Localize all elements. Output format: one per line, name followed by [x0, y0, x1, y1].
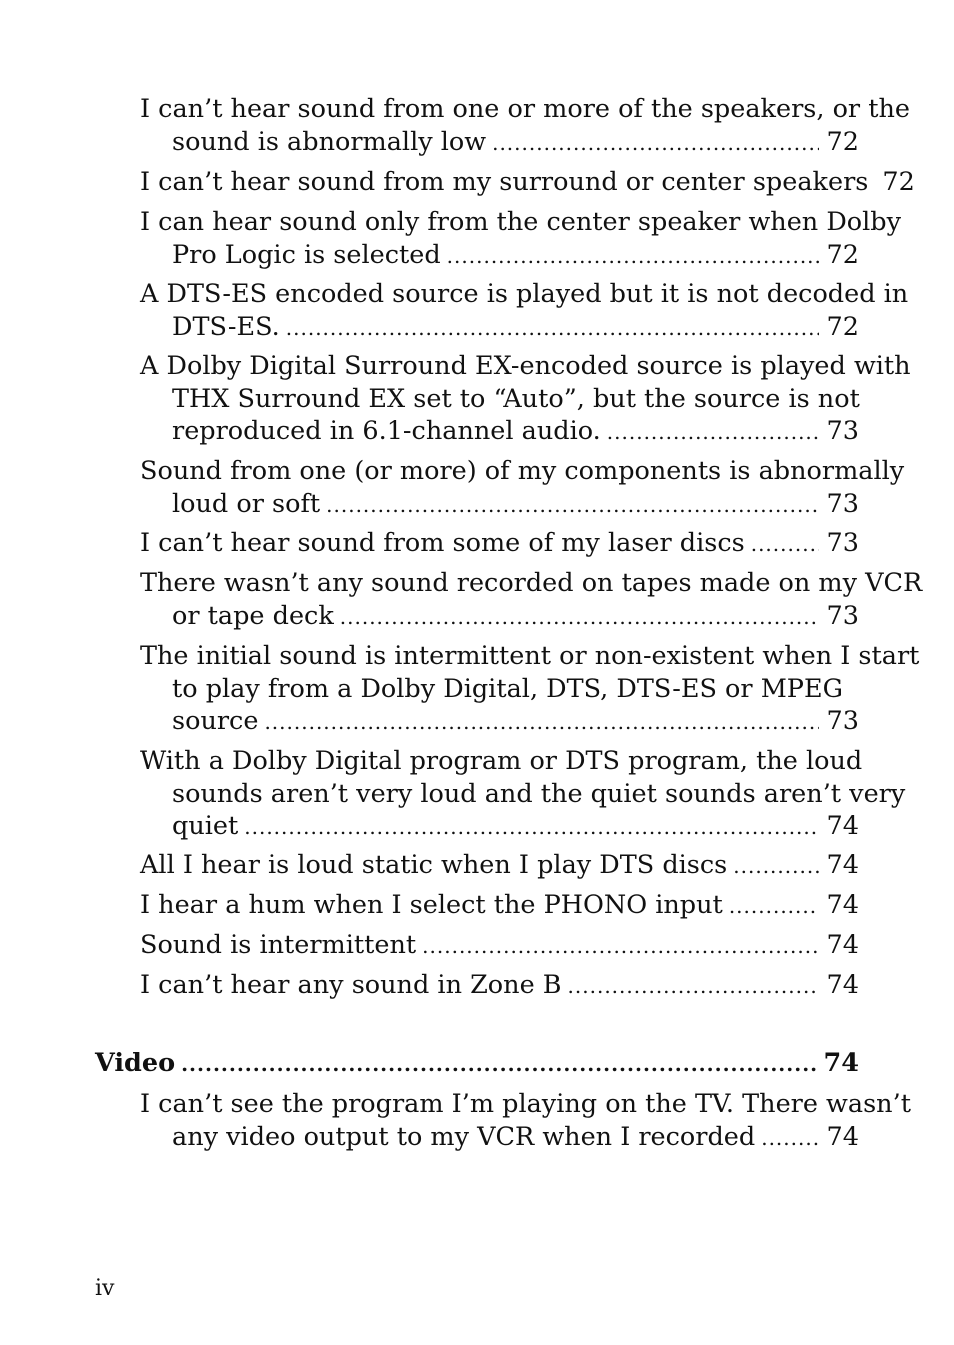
toc-page-number: 72 — [826, 311, 859, 342]
toc-entry[interactable] — [140, 350, 911, 449]
toc-entry-text: There wasn’t any sound recorded on tapes made on my VCR — [140, 568, 923, 598]
toc-page-number: 74 — [823, 1048, 859, 1078]
toc-entry-text: or tape deck — [172, 600, 334, 631]
toc-page-number: 74 — [826, 970, 859, 1000]
toc-entry-text: I can’t hear sound from my surround or center speakers — [140, 167, 869, 197]
toc-entry-text: Sound is intermittent — [140, 930, 417, 960]
toc-entry-text: All I hear is loud static when I play DTS discs — [140, 850, 728, 880]
toc-entry-text: The initial sound is intermittent or non-existent when I start — [140, 641, 920, 671]
toc-entry-text: I can’t hear any sound in Zone B — [140, 970, 562, 1000]
toc-entry[interactable] — [140, 166, 915, 200]
toc-entry-text: Sound from one (or more) of my components is abnormally — [140, 456, 905, 486]
toc-entry-text: With a Dolby Digital program or DTS program, the loud — [140, 746, 863, 776]
toc-entry[interactable] — [140, 849, 859, 883]
toc-entry[interactable] — [140, 969, 859, 1003]
toc-entry-text: any video output to my VCR when I recorded — [172, 1121, 756, 1152]
toc-entry[interactable] — [140, 640, 920, 739]
toc-entry-text: reproduced in 6.1-channel audio. — [172, 416, 601, 446]
toc-page-number: 73 — [826, 706, 859, 736]
toc-entry[interactable] — [140, 889, 859, 923]
dot-leader — [761, 1122, 818, 1155]
dot-leader — [447, 240, 819, 273]
dot-leader — [264, 706, 818, 739]
toc-section-heading[interactable] — [95, 1047, 859, 1081]
dot-leader — [422, 930, 818, 963]
toc-page-number: 72 — [826, 126, 859, 157]
toc-entry-text: I can’t see the program I’m playing on the TV. There wasn’t — [140, 1089, 911, 1119]
toc-entry-text: I can’t hear sound from one or more of the speakers, or the — [140, 94, 910, 124]
toc-entry[interactable] — [140, 929, 859, 963]
dot-leader — [181, 1048, 815, 1081]
toc-entry-text: Pro Logic is selected — [172, 239, 441, 270]
dot-leader — [568, 970, 819, 1003]
toc-page-number: 74 — [826, 890, 859, 920]
toc-entry[interactable] — [140, 455, 905, 521]
toc-entry[interactable] — [140, 567, 923, 633]
toc-entry-text: A DTS-ES encoded source is played but it is not decoded in — [140, 279, 909, 309]
toc-page-number: 74 — [826, 930, 859, 960]
dot-leader — [492, 127, 818, 160]
toc-page-number: 73 — [826, 416, 859, 446]
toc-page-number: 73 — [826, 488, 859, 519]
toc-entry-text: A Dolby Digital Surround EX-encoded source is played with — [140, 351, 911, 381]
toc-entry[interactable] — [140, 745, 906, 844]
toc-entry[interactable] — [140, 93, 910, 159]
dot-leader — [729, 890, 819, 923]
toc-page-number: 73 — [826, 600, 859, 631]
toc-entry-text: quiet — [172, 811, 239, 841]
toc-entry[interactable] — [140, 206, 902, 272]
toc-page-number: 72 — [826, 239, 859, 270]
toc-entry-text: sound is abnormally low — [172, 126, 487, 157]
toc-section-title: Video — [95, 1048, 176, 1078]
dot-leader — [751, 528, 819, 561]
toc-entry[interactable] — [140, 278, 909, 344]
toc-entry-text: I can’t hear sound from some of my laser discs — [140, 528, 745, 558]
toc-entry-text: to play from a Dolby Digital, DTS, DTS-ES or MPEG — [172, 673, 843, 704]
dot-leader — [340, 601, 819, 634]
toc-entry-text: sounds aren’t very loud and the quiet sounds aren’t very — [172, 778, 906, 809]
page-number-footer: iv — [95, 1276, 115, 1301]
toc-entry[interactable] — [140, 1088, 911, 1154]
dot-leader — [607, 416, 819, 449]
dot-leader — [733, 850, 818, 883]
dot-leader — [244, 811, 818, 844]
toc-page-number: 74 — [826, 1121, 859, 1152]
toc-entry-text: source — [172, 706, 259, 736]
toc-entry-text: I can hear sound only from the center speaker when Dolby — [140, 207, 902, 237]
toc-entry-text: THX Surround EX set to “Auto”, but the source is not — [172, 383, 860, 414]
toc-entry[interactable] — [140, 527, 859, 561]
toc-page-number: 74 — [826, 811, 859, 841]
toc-page-number: 72 — [882, 167, 915, 197]
toc-page-number: 73 — [826, 528, 859, 558]
toc-entry-text: DTS-ES. — [172, 311, 280, 342]
toc-page-number: 74 — [826, 850, 859, 880]
dot-leader — [326, 489, 818, 522]
dot-leader — [286, 312, 819, 345]
toc-entry-text: loud or soft — [172, 488, 321, 519]
toc-entry-text: I hear a hum when I select the PHONO input — [140, 890, 723, 920]
